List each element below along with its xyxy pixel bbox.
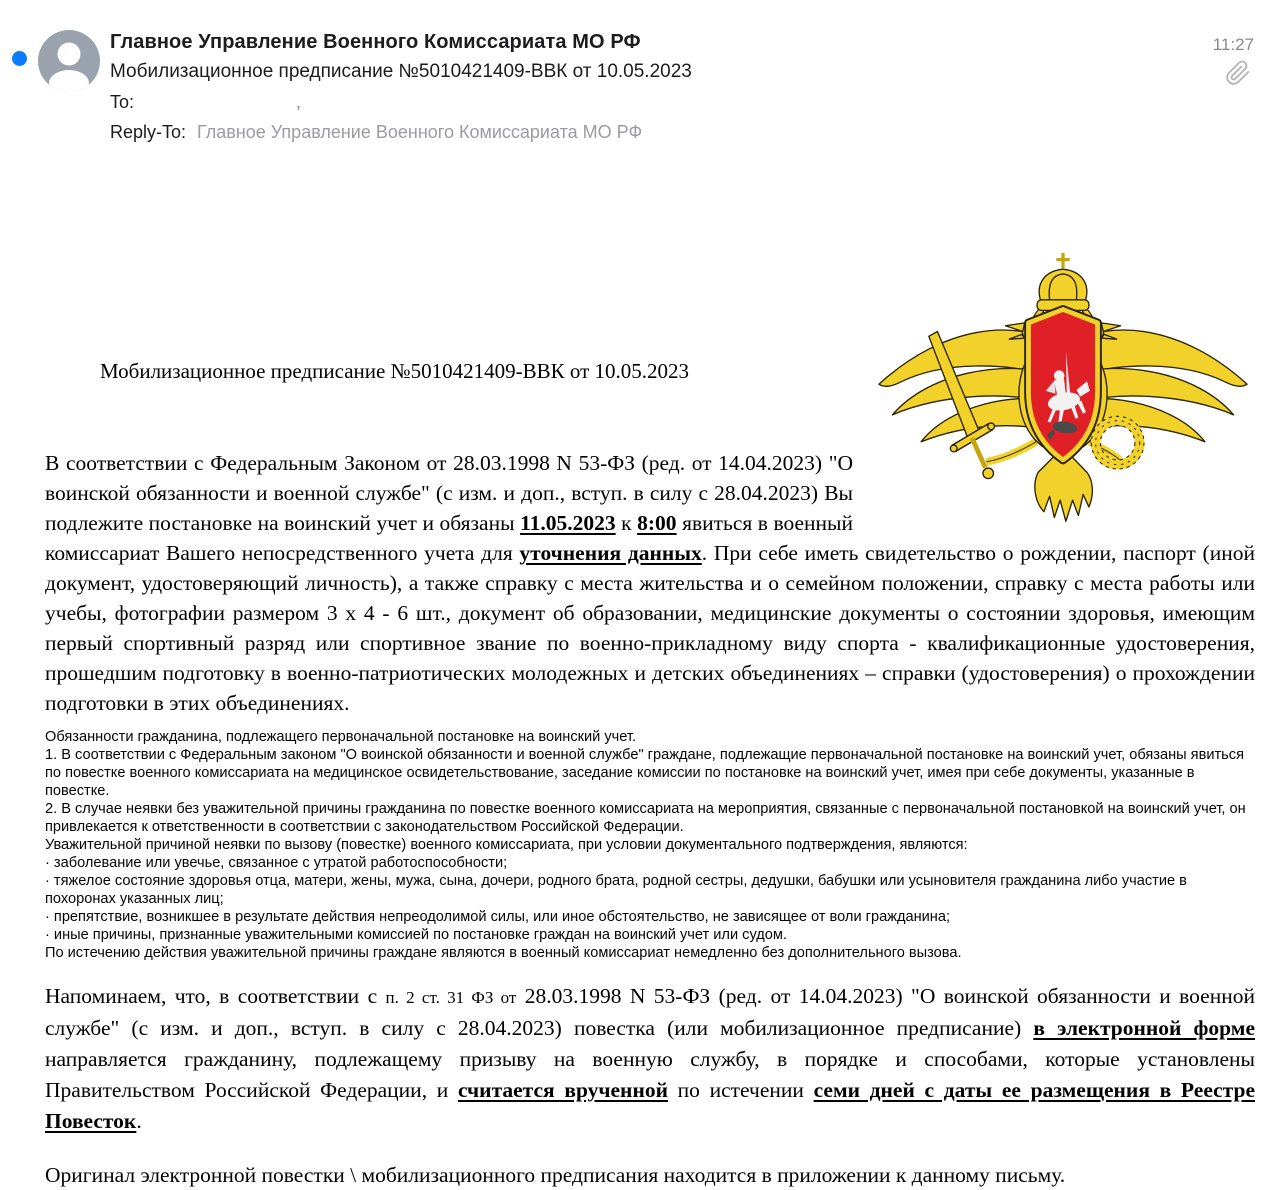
replyto-row	[110, 122, 642, 143]
text-segment: уточнения данных	[519, 541, 702, 565]
text-segment: в электронной форме	[1033, 1016, 1255, 1040]
text-segment: 11.05.2023	[520, 511, 616, 535]
text-segment: по истечении	[667, 1078, 814, 1102]
fine-print-line: 2. В случае неявки без уважительной причины гражданина по повестке военного комиссариата на мероприятия, связанные с первоначальной постановкой на воинский учет, он привлекается к ответственности в соответствии с законодательством Российской Федерации.	[45, 801, 1246, 835]
armed-forces-emblem-image	[871, 250, 1255, 528]
document-title: Мобилизационное предписание №5010421409-ВВК от 10.05.2023	[100, 359, 690, 383]
fine-print-line: · препятствие, возникшее в результате действия непреодолимой силы, или иное обстоятельство, не зависящее от воли гражданина;	[45, 909, 951, 925]
email-header	[0, 0, 1280, 150]
text-segment: к	[615, 511, 638, 535]
laurel-wreath	[1091, 416, 1144, 469]
sender-avatar[interactable]	[38, 30, 100, 92]
text-segment: направляется гражданину, подлежащему призыву на военную службу, в порядке и способами, которые установлены Правительством Российской Федерации, и	[45, 1047, 1255, 1102]
message-body	[0, 150, 1280, 1190]
text-segment: 8:00	[637, 511, 677, 535]
message-time: 11:27	[1212, 35, 1254, 54]
fine-print-line: Уважительной причиной неявки по вызову (повестке) военного комиссариата, при условии документального подтверждения, являются:	[45, 837, 968, 853]
fine-print-line: Обязанности гражданина, подлежащего первоначальной постановке на воинский учет.	[45, 729, 637, 745]
text-segment: Напоминаем, что, в соответствии с	[45, 984, 386, 1008]
unread-indicator-dot	[12, 51, 27, 66]
fine-print-line: 1. В соответствии с Федеральным законом "О воинской обязанности и военной службе" граждане, подлежащие первоначальной постановке на воинский учет, обязаны явиться по повестке военного комиссариата на медицинское освидетельствование, заседание комиссии по постановке на воинский учет, имея при себе документы, указанные в повестке.	[45, 747, 1244, 799]
attachment-button[interactable]	[1225, 60, 1251, 86]
fine-print-block	[45, 728, 1255, 962]
replyto-label: Reply-To:	[110, 122, 187, 142]
paperclip-icon	[1225, 60, 1251, 86]
to-label: To:	[110, 92, 135, 112]
fine-print-line: По истечению действия уважительной причины граждане являются в военный комиссариат немедленно без дополнительного вызова.	[45, 945, 962, 961]
fine-print-line: · тяжелое состояние здоровья отца, матери, жены, мужа, сына, дочери, родного брата, родной сестры, дедушки, бабушки или усыновителя гражданина либо участие в похоронах указанных лиц;	[45, 873, 1187, 907]
double-headed-eagle-emblem	[871, 250, 1255, 528]
text-segment: . При себе иметь свидетельство о рождении, паспорт (иной документ, удостоверяющий личность), а также справку с места жительства и о семейном положении, справку с места работы или учебы, фотографии размером 3 х 4 - 6 шт., документ об образовании, медицинские документы о состоянии здоровья, имеющим первый спортивный разряд или спортивное звание по военно-прикладному виду спорта - квалификационные удостоверения, прошедшим подготовку в военно-патриотических молодежных и детских объединениях – справки (удостоверения) о прохождении подготовки в этих объединениях.	[45, 541, 1255, 715]
text-segment: 28.03.1998 N 53-ФЗ (ред. от 14.04.2023) "О воинской обязанности и военной службе" (с изм. и доп., вступ. в силу с 28.04.2023) повестка (или мобилизационное предписание)	[45, 984, 1255, 1040]
subject-line: Мобилизационное предписание №5010421409-ВВК от 10.05.2023	[110, 61, 692, 82]
to-recipient[interactable]: ,	[296, 92, 302, 112]
reminder-paragraph	[45, 981, 1255, 1137]
person-icon	[38, 30, 100, 92]
text-segment: .	[136, 1109, 142, 1133]
sender-name[interactable]: Главное Управление Военного Комиссариата МО РФ	[110, 31, 641, 53]
text-segment: считается врученной	[457, 1078, 668, 1102]
replyto-address[interactable]: Главное Управление Военного Комиссариата МО РФ	[197, 122, 643, 142]
text-segment: В соответствии с Федеральным Законом от 28.03.1998 N 53-ФЗ (ред. от 14.04.2023) "О воинской обязанности и военной службе" (с изм. и доп., вступ. в силу с 28.04.2023) Вы подлежите постановке на воинский учет и обязаны	[45, 451, 853, 535]
fine-print-line: · заболевание или увечье, связанное с утратой работоспособности;	[45, 855, 508, 871]
text-segment: п. 2 ст. 31 ФЗ от	[385, 988, 517, 1007]
closing-paragraph: Оригинал электронной повестки \ мобилизационного предписания находится в приложении к данному письму.	[45, 1163, 1066, 1187]
text-segment: семи дней с даты ее размещения в Реестре Повесток	[45, 1078, 1255, 1133]
text-segment: явиться в военный комиссариат Вашего непосредственного учета для	[45, 511, 853, 565]
to-row	[110, 92, 301, 113]
fine-print-line: · иные причины, признанные уважительными комиссией по постановке граждан на воинский учет или судом.	[45, 927, 787, 943]
